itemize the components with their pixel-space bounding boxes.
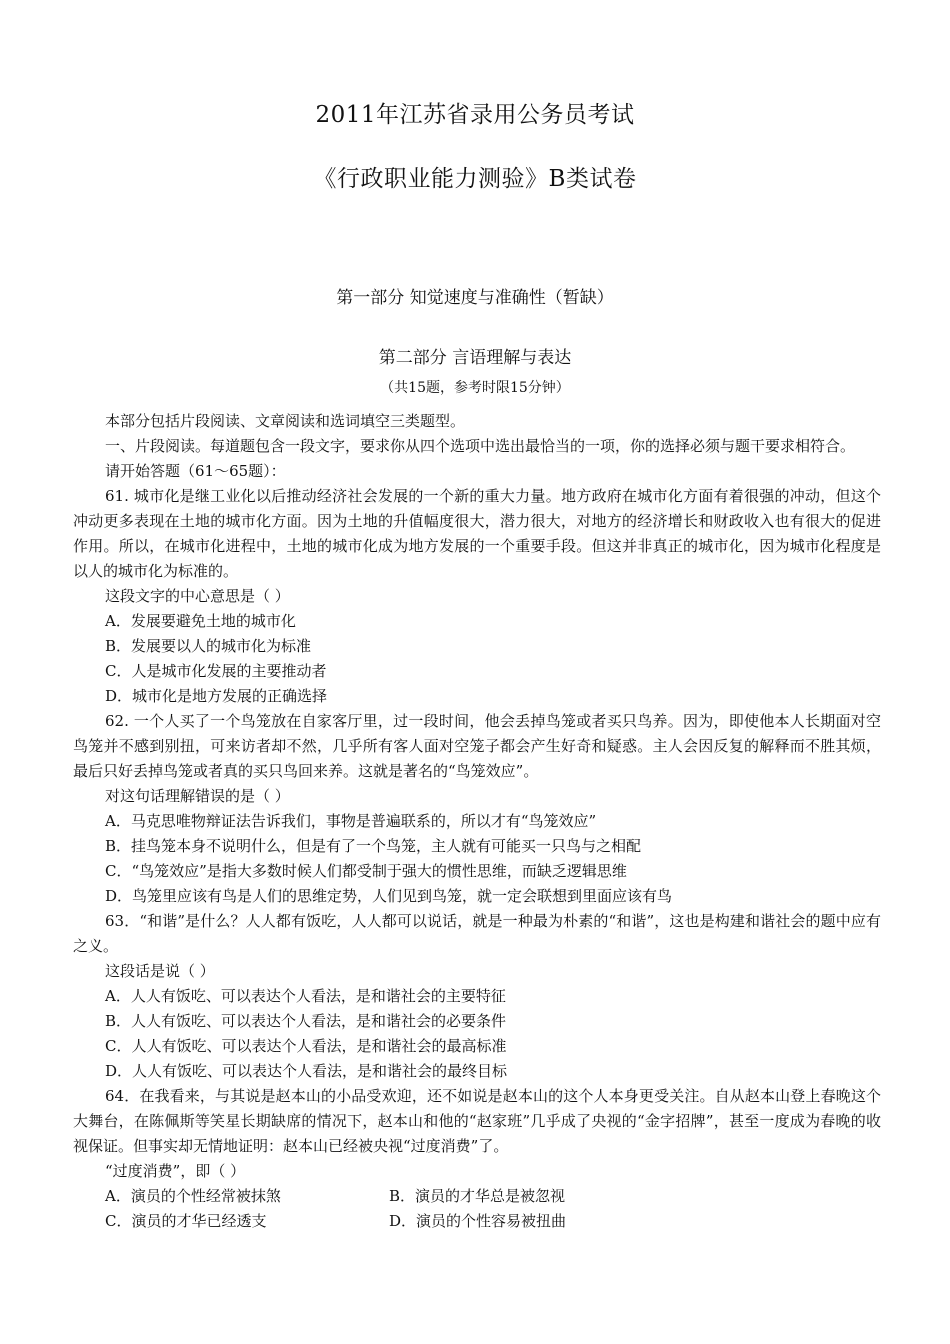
- question-62-option-d: D．鸟笼里应该有鸟是人们的思维定势，人们见到鸟笼，就一定会联想到里面应该有鸟: [105, 887, 673, 905]
- question-61-option-a: A．发展要避免土地的城市化: [105, 612, 296, 630]
- question-62-prompt: 对这句话理解错误的是（ ）: [105, 787, 290, 805]
- part2-note: （共15题，参考时限15分钟）: [380, 380, 570, 396]
- question-61-option-d: D．城市化是地方发展的正确选择: [105, 687, 328, 705]
- question-63-prompt: 这段话是说（ ）: [105, 962, 215, 980]
- question-61-option-c: C．人是城市化发展的主要推动者: [105, 662, 327, 680]
- question-62-option-a: A．马克思唯物辩证法告诉我们，事物是普遍联系的，所以才有“鸟笼效应”: [105, 812, 597, 830]
- question-63-option-c: C．人人有饭吃、可以表达个人看法，是和谐社会的最高标准: [105, 1037, 507, 1055]
- question-64-option-a: A．演员的个性经常被抹煞: [105, 1187, 281, 1205]
- question-63-stem: 63．“和谐”是什么？人人都有饭吃，人人都可以说话，就是一种最为朴素的“和谐”，这也是构建和谐社会的题中应有之义。: [73, 912, 881, 955]
- question-61-stem: 61. 城市化是继工业化以后推动经济社会发展的一个新的重大力量。地方政府在城市化方面有着很强的冲动，但这个冲动更多表现在土地的城市化方面。因为土地的升值幅度很大，潜力很大，对地方的经济增长和财政收入也有很大的促进作用。所以，在城市化进程中，土地的城市化成为地方发展的一个重要手段。但这并非真正的城市化，因为城市化程度是以人的城市化为标准的。: [73, 487, 881, 580]
- document-body: [73, 409, 881, 1234]
- question-62-option-c: C．“鸟笼效应”是指大多数时候人们都受制于强大的惯性思维，而缺乏逻辑思维: [105, 862, 627, 880]
- question-64-options-row1: [73, 1184, 881, 1209]
- exam-title-line1: 2011年江苏省录用公务员考试: [315, 102, 635, 128]
- question-64-options-row2: [73, 1209, 881, 1234]
- part2-heading: 第二部分 言语理解与表达: [378, 348, 572, 368]
- question-63-option-b: B．人人有饭吃、可以表达个人看法，是和谐社会的必要条件: [105, 1012, 507, 1030]
- question-63-option-d: D．人人有饭吃、可以表达个人看法，是和谐社会的最终目标: [105, 1062, 508, 1080]
- question-64-option-c: C．演员的才华已经透支: [105, 1212, 267, 1230]
- question-64-prompt: “过度消费”，即（ ）: [105, 1162, 246, 1180]
- question-62-option-b: B．挂鸟笼本身不说明什么，但是有了一个鸟笼，主人就有可能买一只鸟与之相配: [105, 837, 642, 855]
- question-64-stem: 64．在我看来，与其说是赵本山的小品受欢迎，还不如说是赵本山的这个人本身更受关注。自从赵本山登上春晚这个大舞台，在陈佩斯等笑星长期缺席的情况下，赵本山和他的“赵家班”几乎成了央视的“金字招牌”，甚至一度成为春晚的收视保证。但事实却无情地证明：赵本山已经被央视“过度消费”了。: [73, 1087, 881, 1155]
- question-61-option-b: B．发展要以人的城市化为标准: [105, 637, 312, 655]
- intro-line1: 本部分包括片段阅读、文章阅读和选词填空三类题型。: [105, 412, 466, 430]
- question-64-option-b: B．演员的才华总是被忽视: [389, 1187, 566, 1205]
- question-62-stem: 62. 一个人买了一个鸟笼放在自家客厅里，过一段时间，他会丢掉鸟笼或者买只鸟养。因为，即使他本人长期面对空鸟笼并不感到别扭，可来访者却不然，几乎所有客人面对空笼子都会产生好奇和疑惑。主人会因反复的解释而不胜其烦，最后只好丢掉鸟笼或者真的买只鸟回来养。这就是著名的“鸟笼效应”。: [73, 712, 881, 780]
- question-64-option-d: D．演员的个性容易被扭曲: [389, 1212, 567, 1230]
- exam-title-line2: 《行政职业能力测验》B类试卷: [313, 166, 637, 192]
- intro-line2: 一、片段阅读。每道题包含一段文字，要求你从四个选项中选出最恰当的一项，你的选择必须与题干要求相符合。: [105, 437, 856, 455]
- question-61-prompt: 这段文字的中心意思是（ ）: [105, 587, 290, 605]
- question-63-option-a: A．人人有饭吃、可以表达个人看法，是和谐社会的主要特征: [105, 987, 506, 1005]
- intro-line3: 请开始答题（61～65题）：: [105, 462, 286, 480]
- part1-heading: 第一部分 知觉速度与准确性（暂缺）: [336, 288, 614, 308]
